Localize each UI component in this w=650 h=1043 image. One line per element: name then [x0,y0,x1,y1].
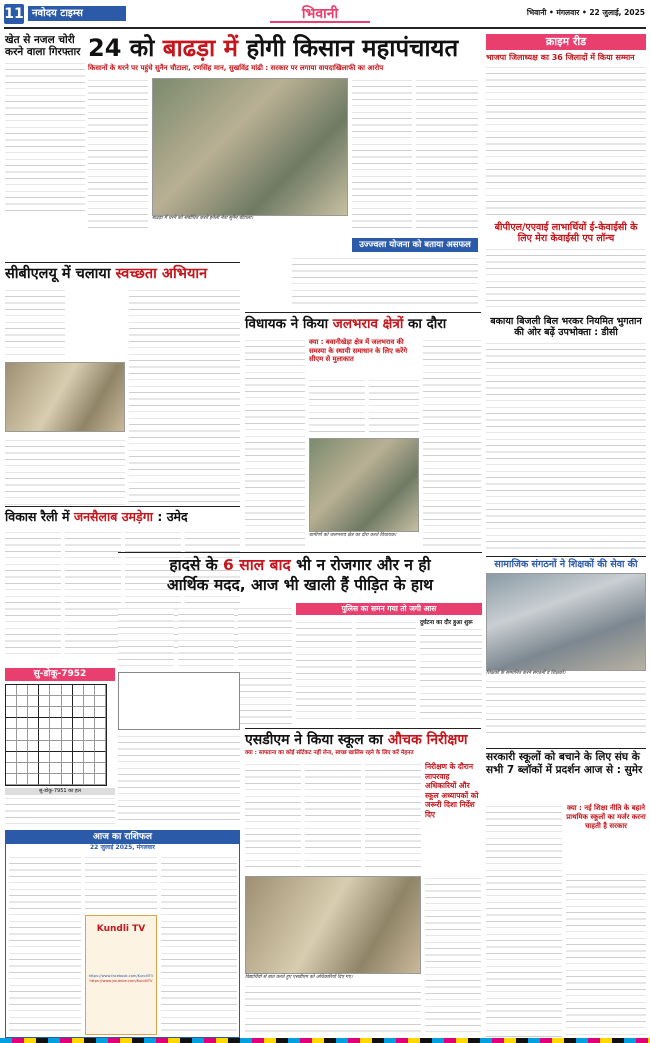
victim-col-4 [296,620,352,724]
sudoku-cell [28,707,39,718]
power-headline: बकाया बिजली बिल भरकर नियमित भुगतान की ओर बढ़ें उपभोक्ता : डीसी [490,316,642,338]
sudoku-side-text [118,734,240,824]
sudoku-cell [84,729,95,740]
sudoku-cell [73,752,84,763]
sudoku-cell [39,707,50,718]
sudoku-cell [17,685,28,696]
kundli-ad [85,915,157,1035]
sudoku-cell [39,729,50,740]
sudoku-cell [62,718,73,729]
sudoku-cell [62,752,73,763]
sudoku-cell [28,696,39,707]
sudoku-cell [39,774,50,785]
cblu-photo [5,362,125,432]
ujjwala-headline: उज्ज्वला योजना को बताया असफल [352,238,478,252]
mla-pull-label: क्या : [309,338,324,346]
sudoku-cell [62,696,73,707]
sudoku-cell [6,685,17,696]
victim-col-3 [238,606,292,724]
sudoku-cell [84,685,95,696]
lead-headline-part2: होगी किसान महापंचायत [237,34,459,62]
sdm-headline-part1: एसडीएम ने किया स्कूल का [245,732,388,748]
rashifal-col-2 [85,855,157,911]
sudoku-cell [73,718,84,729]
sudoku-cell [62,763,73,774]
kundli-fb: https://www.facebook.com/KundliTV [88,974,154,978]
cblu-col-2 [129,288,240,506]
victim-headline-line1 [118,552,482,575]
sdm-photo-caption: विद्यार्थियों से बात करते हुए एसडीएम को अधिकारियों दिए गए। [245,975,353,980]
sudoku-cell [28,763,39,774]
sudoku-cell [84,696,95,707]
sudoku-cell [95,741,106,752]
lead-photo [152,78,348,216]
sudoku-cell [62,729,73,740]
mla-headline [245,312,481,332]
sudoku-cell [62,774,73,785]
lead-col-1 [88,78,148,228]
school-quote-text: नई शिक्षा नीति के बहाने प्राथमिक स्कूलों का मर्जर करना चाहती है सरकार [566,804,646,830]
sudoku-cell [6,696,17,707]
sudoku-cell [50,696,61,707]
sdm-headline-highlight: औचक निरीक्षण [387,732,468,748]
social-body [486,679,646,737]
bpl-body [486,247,646,307]
school-quote [566,804,646,868]
print-marks-footer [0,1038,650,1043]
victim-headline-c: भी न रोजगार और न ही [290,556,431,574]
brief-left-headline: खेत से नजल चोरी करने वाला गिरफ्तार [5,34,81,58]
sudoku-side-graphic [118,672,240,730]
sudoku-cell [17,774,28,785]
social-photo-caption: शिक्षकों के सम्मानित करने संगठनों व शिक्षकों। [486,671,566,676]
rashifal-col-1 [9,855,81,1035]
sdm-photo [245,876,421,974]
sudoku-cell [39,763,50,774]
mla-photo [309,438,419,532]
kundli-yt: https://www.youtube.com/KundliTV [89,979,153,983]
sudoku-cell [28,718,39,729]
sdm-side-box: निरीक्षण के दौरान लापरवाह अधिकारियों और स्कूल अध्यापकों को जरूरी दिशा निर्देश दिए [425,762,479,819]
rashifal-title: आज का राशिफल [6,831,239,844]
social-headline: सामाजिक संगठनों ने शिक्षकों की सेवा की [486,556,646,570]
lead-photo-block [152,78,348,228]
sudoku-cell [95,685,106,696]
rashifal-block [5,830,240,1038]
vikas-headline-part2: : उमेद [153,509,188,524]
bpl-story [486,222,646,312]
sdm-col-4 [425,876,481,1034]
sudoku-cell [95,729,106,740]
sudoku-cell [39,718,50,729]
sudoku-cell [50,741,61,752]
sdm-col-2 [305,762,361,872]
sudoku-cell [84,707,95,718]
victim-headline-line2: आर्थिक मदद, आज भी खाली हैं पीड़ित के हाथ [166,576,434,594]
section-name: भिवानी [270,5,370,23]
sudoku-cell [50,763,61,774]
sudoku-cell [50,718,61,729]
sudoku-cell [73,685,84,696]
sudoku-cell [6,718,17,729]
sdm-bottom [245,984,421,1034]
school-col-1 [486,804,562,1038]
sudoku-cell [17,741,28,752]
ujjwala-body [292,256,478,306]
crime-tag: क्राइम रीड [486,34,646,50]
sudoku-cell [17,718,28,729]
lead-headline-highlight: बाढड़ा में [162,34,238,62]
sudoku-cell [28,729,39,740]
victim-headline-block [118,552,482,598]
crime-read [486,34,646,219]
sudoku-cell [17,707,28,718]
school-col-2 [566,872,646,1038]
victim-headline-a: हादसे के [169,556,224,574]
school-headline: सरकारी स्कूलों को बचाने के लिए संघ के सभी 7 ब्लॉकों में प्रदर्शन आज से : सुमेर [486,748,646,776]
sudoku-cell [73,696,84,707]
sudoku-cell [28,741,39,752]
mla-col-3 [369,378,419,434]
victim-col-6 [420,620,482,724]
lead-story [88,34,478,234]
sudoku-cell [62,685,73,696]
victim-headline-b: 6 साल बाद [223,556,291,574]
power-body [486,341,646,551]
sudoku-cell [17,696,28,707]
sudoku-cell [28,685,39,696]
sudoku-cell [62,741,73,752]
sudoku-cell [95,707,106,718]
issue-date: भिवानी • मंगलवार • 22 जुलाई, 2025 [526,8,645,17]
vikas-headline-part1: विकास रैली में [5,509,74,524]
sudoku-cell [73,741,84,752]
sudoku-cell [95,763,106,774]
mla-col-4 [423,338,481,548]
sudoku-cell [84,763,95,774]
sudoku-cell [73,729,84,740]
kundli-brand: Kundli TV [96,924,146,934]
mla-pull-text: बवानीखेड़ा क्षेत्र में जलभराव की समस्या के स्थायी समाधान के लिए करेंगे सीएम से मुलाकात [309,338,408,363]
masthead [0,0,650,30]
sudoku-cell [6,741,17,752]
social-story [486,556,646,746]
mla-headline-part1: विधायक ने किया [245,316,333,332]
sudoku-cell [84,718,95,729]
lead-col-3 [352,78,412,228]
sudoku-cell [50,774,61,785]
sudoku-solution-body [5,796,115,826]
social-photo [486,573,646,671]
brief-left-top [5,34,85,209]
crime-body [486,65,646,215]
sudoku-cell [50,707,61,718]
sdm-bar: क्या : साफ्ताना का कोई सॉर्टकट नहीं लेना, स्वच्छ खालिस रहने के लिए करें मेहनत [245,750,414,756]
sudoku-cell [95,696,106,707]
sudoku-cell [73,707,84,718]
cblu-headline [5,262,240,283]
sudoku-cell [39,696,50,707]
sudoku-grid [5,684,107,786]
victim-subhead: दुर्घटना का दौर हुआ शुरू [420,620,473,626]
school-quote-label: क्या : [566,804,582,812]
lead-col-4 [416,78,478,228]
sudoku-cell [6,729,17,740]
sudoku-cell [95,718,106,729]
sudoku-block [5,668,115,828]
sdm-story [245,728,481,1038]
sudoku-cell [39,752,50,763]
sudoku-cell [62,707,73,718]
sudoku-cell [28,774,39,785]
sudoku-cell [17,763,28,774]
sudoku-cell [73,774,84,785]
mla-headline-part2: का दौरा [403,316,447,332]
sudoku-cell [73,763,84,774]
lead-subhead: किसानों के धरने पर पहुंचे सुनैन चौटाला, रणसिंह मान, सुखविंद्र मांढी : सरकार पर लगाया वायदाखिलाफी का आरोप [88,64,384,72]
victim-bar: पुलिस का समन गया तो जगी आस [296,603,482,615]
victim-col-5 [356,620,416,724]
sudoku-cell [84,741,95,752]
sdm-headline [245,728,481,749]
sdm-col-1 [245,762,301,872]
rashifal-date: 22 जुलाई 2025, मंगलवार [90,844,155,851]
mla-story [245,312,481,550]
sudoku-cell [50,729,61,740]
sudoku-cell [95,774,106,785]
sudoku-cell [39,741,50,752]
sudoku-solution-label: सु-डोकू-7951 का हल [5,788,115,795]
school-story [486,748,646,1038]
mla-col-2 [309,378,365,434]
sudoku-cell [95,752,106,763]
cblu-headline-part1: सीबीएलयू में चलाया [5,266,116,282]
brief-left-body [5,61,85,211]
mla-headline-highlight: जलभराव क्षेत्रों [332,316,404,332]
sudoku-cell [50,685,61,696]
sudoku-cell [17,729,28,740]
vikas-col-1 [5,530,61,660]
sdm-col-3 [365,762,421,872]
mla-pull-quote [309,338,419,374]
sudoku-cell [84,774,95,785]
cblu-headline-highlight: स्वच्छता अभियान [115,266,208,282]
vikas-headline [5,506,240,525]
sudoku-cell [6,763,17,774]
cblu-col-1 [5,288,65,358]
sudoku-cell [84,752,95,763]
crime-headline: भाजपा जिलाध्यक्ष का 36 जिलादों में किया सम्मान [486,53,635,62]
sudoku-cell [39,685,50,696]
lead-headline-part1: 24 को [88,34,163,62]
lead-photo-caption: बाढड़ा में धरने को संबोधित करते इनेलो नेता सुनैन चौटाला। [152,216,254,221]
sudoku-cell [50,752,61,763]
masthead-rule [4,27,646,29]
power-story [486,316,646,556]
paper-name: नवोदय टाइम्स [28,6,126,21]
cblu-story [5,262,240,502]
sudoku-title: सु-डोकू-7952 [5,668,115,681]
sudoku-cell [6,774,17,785]
victim-col-6-body [420,627,482,722]
bpl-headline: बीपीएल/एएवाई लाभार्थियों ई-केवाईसी के लिए मेरा केवाईसी एप लॉन्च [494,222,638,244]
vikas-col-2 [65,530,121,660]
mla-col-1 [245,338,305,548]
vikas-headline-highlight: जनसैलाब उमड़ेगा [73,509,153,524]
sudoku-cell [6,752,17,763]
cblu-col-3 [5,438,125,506]
lead-headline [88,34,478,62]
mla-photo-caption: ग्रामीणों को जलभराव क्षेत्र का दौरा करते विधायक। [309,533,397,538]
sudoku-cell [17,752,28,763]
rashifal-col-3 [161,855,237,1035]
sudoku-cell [28,752,39,763]
sudoku-cell [6,707,17,718]
page-number-badge: 11 [4,6,24,22]
